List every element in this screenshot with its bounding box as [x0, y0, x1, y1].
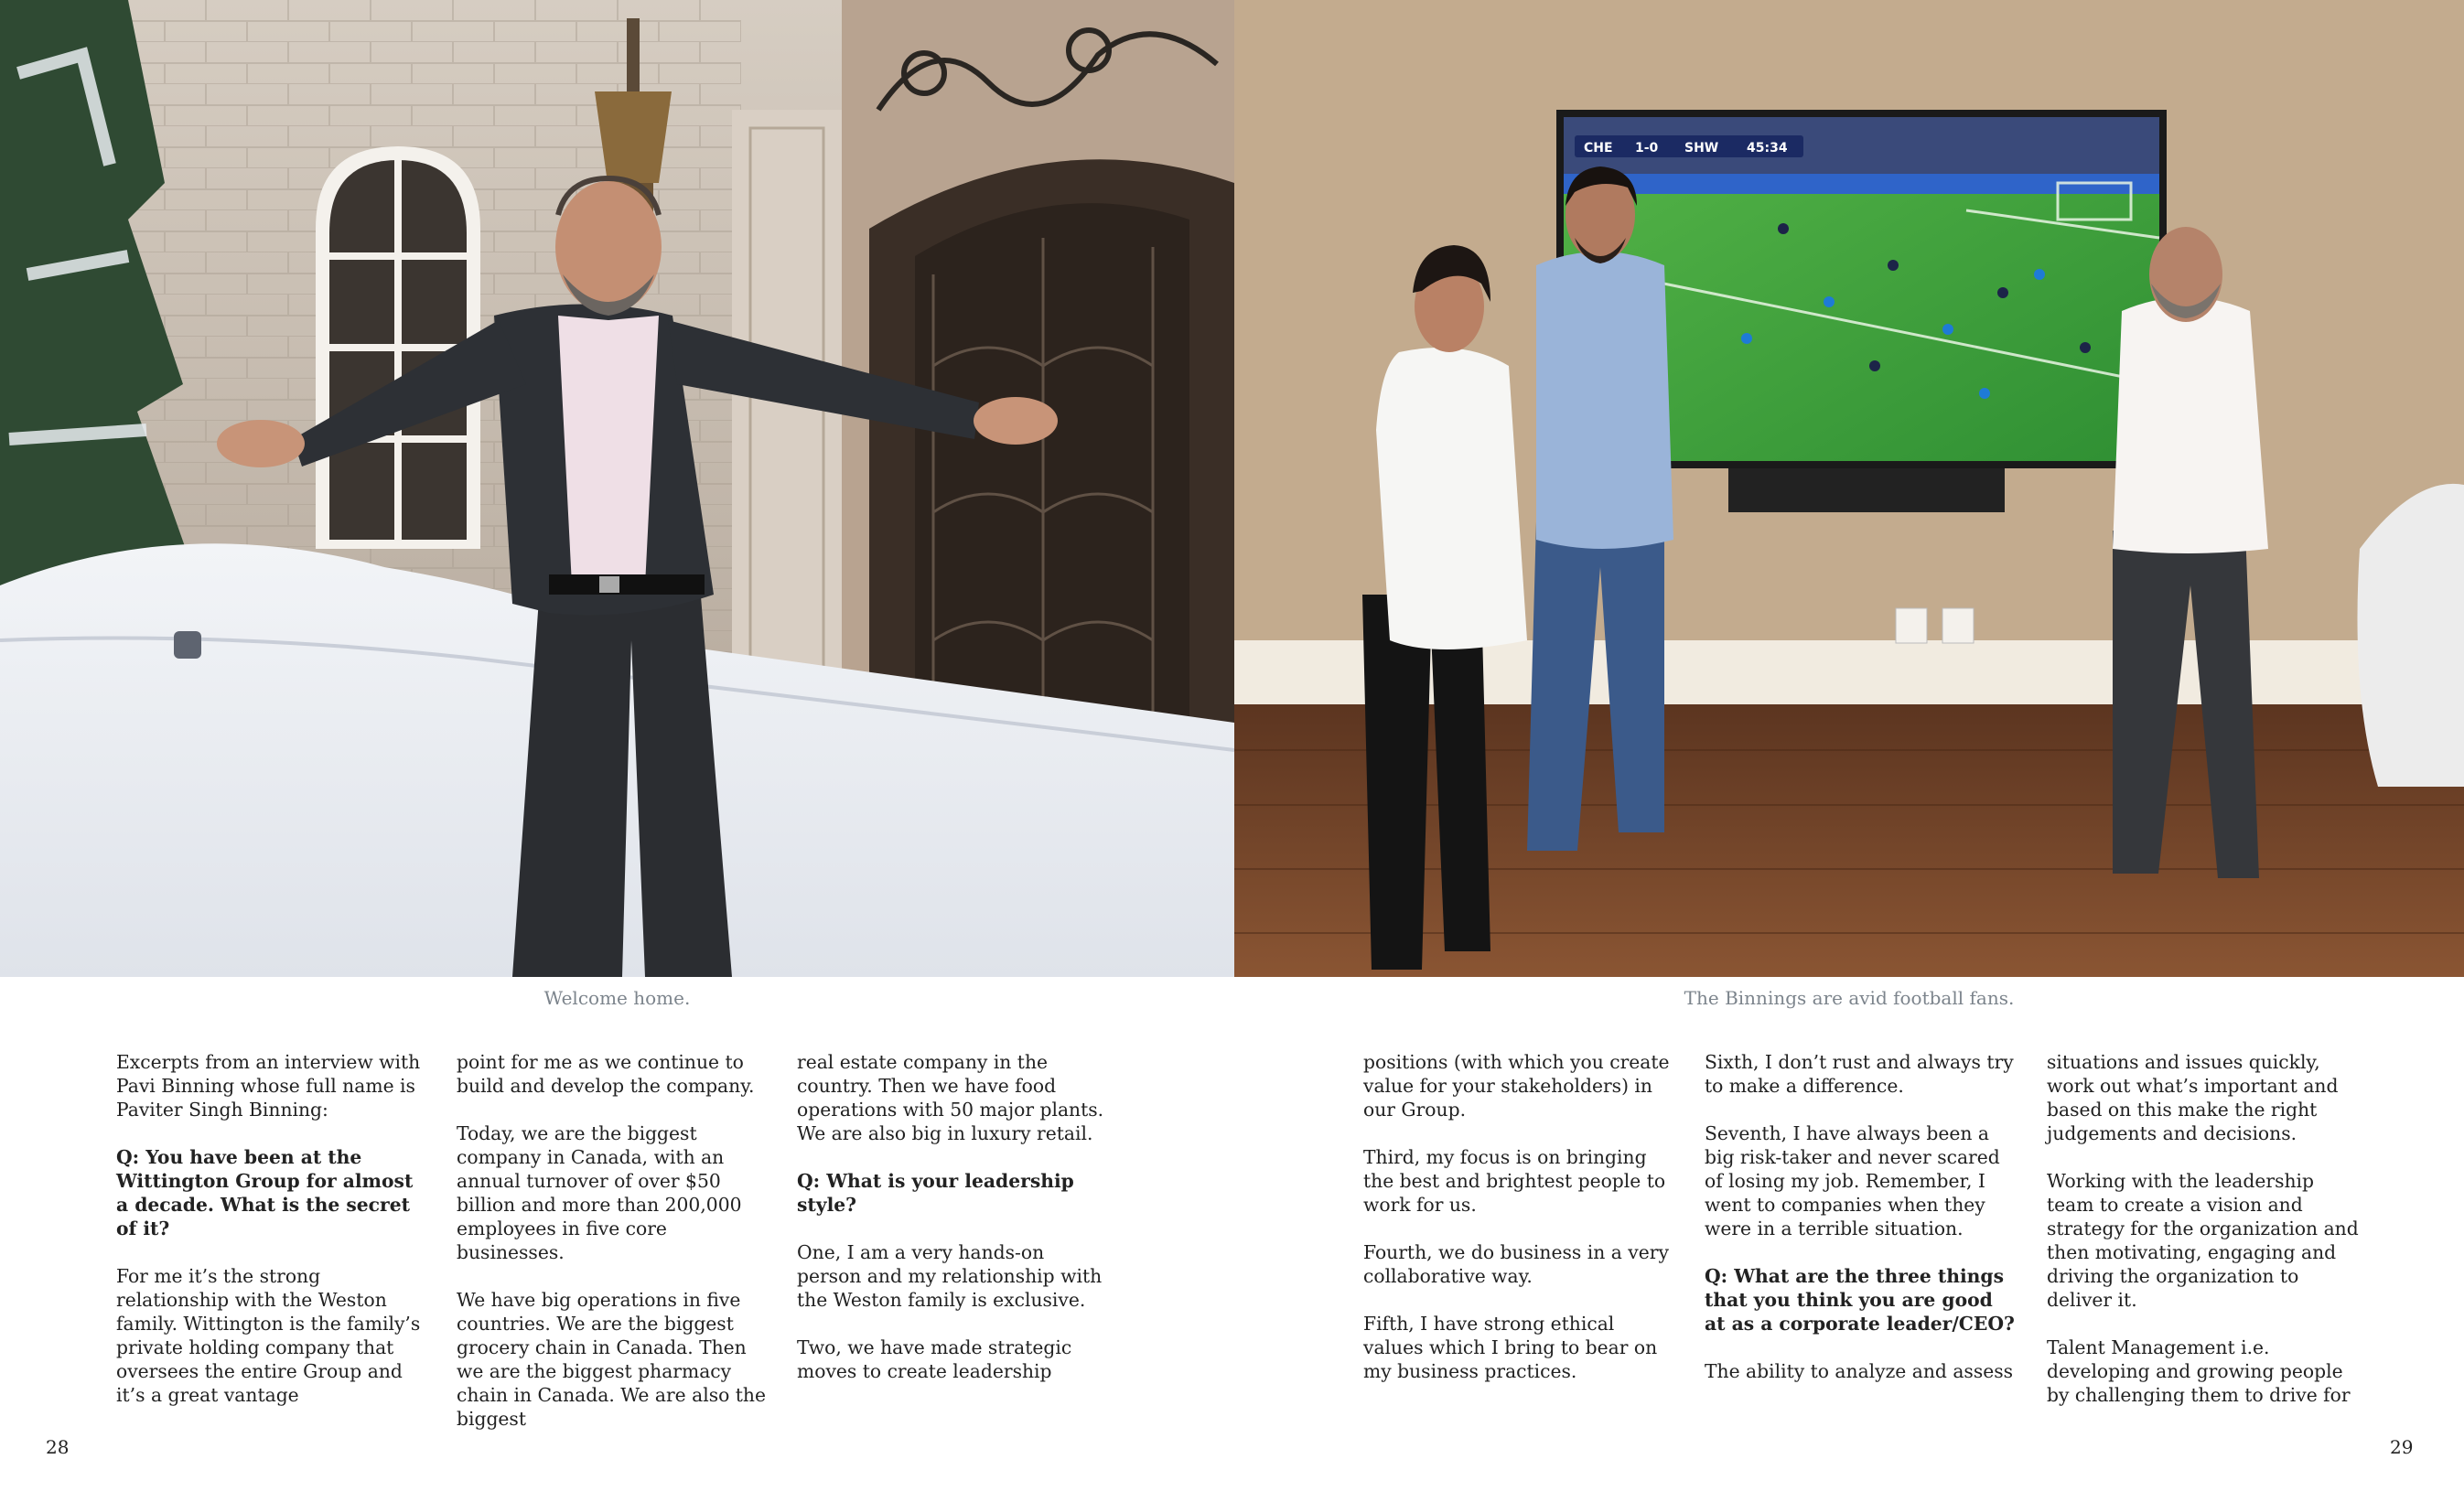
article-column-5: [1705, 1050, 2017, 1407]
scoreboard-home: CHE: [1584, 141, 1613, 156]
caption-left: Welcome home.: [543, 987, 691, 1009]
paragraph: Fourth, we do business in a very collaborative way.: [1363, 1241, 1669, 1287]
paragraph: situations and issues quickly, work out what’s important and based on this make the right judgements and decisions.: [2047, 1051, 2339, 1144]
paragraph: positions (with which you create value for your stakeholders) in our Group.: [1363, 1051, 1670, 1121]
question-heading: Q: You have been at the Wittington Group for almost a decade. What is the secret of it?: [116, 1146, 414, 1239]
paragraph: We have big operations in five countries. We are the biggest grocery chain in Canada. Then we are the biggest pharmacy chain in Canada. We are also the biggest: [457, 1289, 766, 1430]
page-number-right: 29: [2390, 1436, 2414, 1458]
paragraph: Sixth, I don’t rust and always try to make a difference.: [1705, 1051, 2014, 1097]
paragraph: Seventh, I have always been a big risk-taker and never scared of losing my job. Remember, I went to companies when they were in a terrible situation.: [1705, 1122, 2000, 1239]
paragraph: For me it’s the strong relationship with the Weston family. Wittington is the family’s private holding company that oversees the entire Group and it’s a great vantage: [116, 1265, 421, 1406]
article-column-6: [2047, 1050, 2360, 1431]
page-number-left: 28: [46, 1436, 70, 1458]
question-heading: Q: What are the three things that you think you are good at as a corporate leader/CEO?: [1705, 1265, 2015, 1335]
scoreboard-away: SHW: [1684, 141, 1719, 156]
paragraph: real estate company in the country. Then we have food operations with 50 major plants. We are also big in luxury retail.: [797, 1051, 1104, 1144]
paragraph: The ability to analyze and assess: [1705, 1360, 2014, 1382]
question-heading: Q: What is your leadership style?: [797, 1170, 1074, 1216]
paragraph: Third, my focus is on bringing the best and brightest people to work for us.: [1363, 1146, 1666, 1216]
article-column-3: [797, 1050, 1110, 1407]
article-column-2: [457, 1050, 769, 1454]
paragraph: Today, we are the biggest company in Canada, with an annual turnover of over $50 billion and more than 200,000 employees in five core businesses.: [457, 1122, 742, 1263]
photo-welcome-home: [0, 0, 1234, 977]
paragraph: Two, we have made strategic moves to create leadership: [797, 1336, 1072, 1382]
paragraph: Fifth, I have strong ethical values which I bring to bear on my business practices.: [1363, 1313, 1658, 1382]
paragraph: One, I am a very hands-on person and my relationship with the Weston family is exclusive.: [797, 1241, 1103, 1311]
article-column-4: [1363, 1050, 1676, 1407]
scoreboard-score: 1-0: [1635, 141, 1659, 156]
paragraph: Working with the leadership team to create a vision and strategy for the organization and then motivating, engaging and driving the organization to deliver it.: [2047, 1170, 2359, 1311]
article-column-1: [116, 1050, 429, 1431]
photo-football-fans: [1234, 0, 2464, 977]
tv-scoreboard: [1575, 135, 1803, 157]
paragraph: Excerpts from an interview with Pavi Binning whose full name is Paviter Singh Binning:: [116, 1051, 421, 1121]
paragraph: point for me as we continue to build and develop the company.: [457, 1051, 755, 1097]
scoreboard-clock: 45:34: [1747, 141, 1788, 156]
paragraph: Talent Management i.e. developing and growing people by challenging them to drive for: [2047, 1336, 2351, 1406]
caption-right: The Binnings are avid football fans.: [1684, 987, 2015, 1009]
